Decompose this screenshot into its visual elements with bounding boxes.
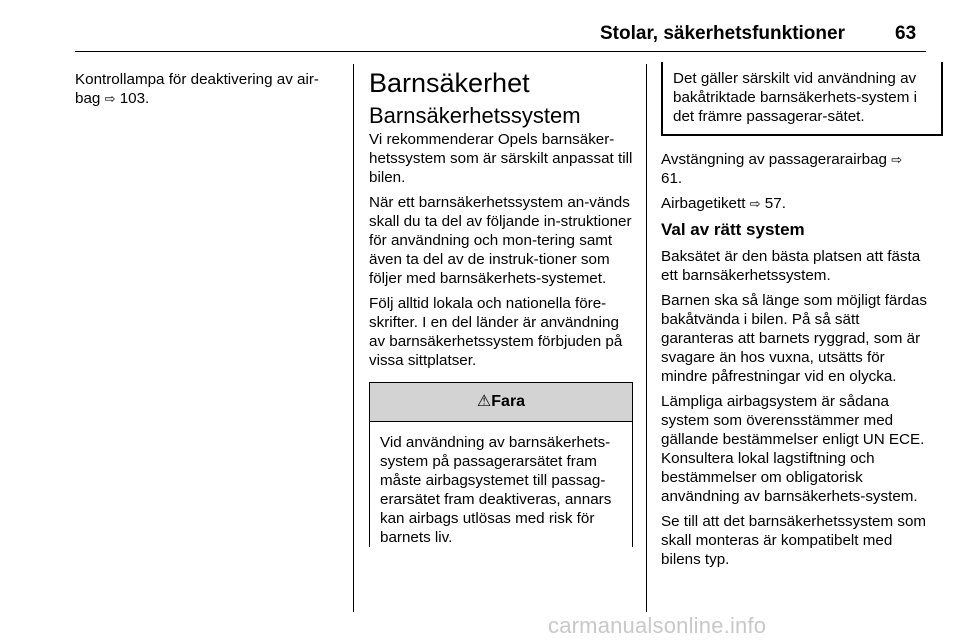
paragraph: När ett barnsäkerhetssystem an-vänds skall du ta del av följande in-struktioner för användning och mon-tering samt även ta del av de instruk-tioner som följer med barnsäkerhets-systemet. (369, 194, 632, 287)
paragraph: Lämpliga airbagsystem är sådana system som överensstämmer med gällande bestämmelser enligt UN ECE. Konsultera lokal lagstiftning och bestämmelser om obligatorisk användning av barnsäkerhets-system. (661, 393, 925, 505)
danger-title: Fara (491, 393, 526, 410)
page-ref-arrow-icon: ⇨ (749, 196, 761, 211)
danger-box (369, 382, 633, 547)
warning-triangle-icon: ⚠ (476, 393, 492, 410)
paragraph: Baksätet är den bästa platsen att fästa ett barnsäkerhetssystem. (661, 248, 921, 284)
paragraph: Barnen ska så länge som möjligt färdas bakåtvända i bilen. På så sätt garanteras att barnets ryggrad, som är svagare än hos vuxna, utsätts för mindre påfrestningar vid en olycka. (661, 292, 927, 385)
subsection-heading: Barnsäkerhetssystem (369, 103, 581, 128)
link-page-ref[interactable]: 57. (764, 195, 786, 212)
column-2 (369, 68, 634, 547)
note-box: Det gäller särskilt vid användning av bakåtriktade barnsäkerhets-system i det främre passagerar-sätet. (661, 62, 943, 136)
column-rule-1 (353, 64, 354, 612)
paragraph: Se till att det barnsäkerhetssystem som skall monteras är kompatibelt med bilens typ. (661, 513, 927, 568)
subsection-heading: Val av rätt system (661, 220, 805, 239)
page-number: 63 (895, 23, 917, 44)
column-1 (75, 70, 343, 114)
link-page-ref[interactable]: 103. (119, 90, 150, 107)
watermark: carmanualsonline.info (548, 613, 767, 638)
section-heading: Barnsäkerhet (369, 68, 530, 98)
column-3 (661, 64, 927, 575)
paragraph: Airbagetikett ⇨ 57. (661, 195, 786, 212)
paragraph: Avstängning av passagerarairbag ⇨ 61. (661, 151, 903, 187)
paragraph: Vi rekommenderar Opels barnsäker-hetssystem som är särskilt anpassat till bilen. (369, 131, 633, 186)
link-page-ref[interactable]: 61. (661, 170, 683, 187)
danger-header (370, 383, 632, 422)
header-rule (75, 51, 926, 52)
page-header-title: Stolar, säkerhetsfunktioner (600, 23, 845, 44)
page-ref-arrow-icon: ⇨ (891, 152, 903, 167)
paragraph: Kontrollampa för deaktivering av air-bag ⇨ 103. (75, 71, 319, 107)
column-rule-2 (646, 64, 647, 612)
danger-body: Vid användning av barnsäkerhets-system på passagerarsätet fram måste airbagsystemet till passag-erarsätet fram deaktiveras, annars kan airbags utlösas med risk för barnets liv. (380, 434, 612, 546)
paragraph: Följ alltid lokala och nationella före-skrifter. I en del länder är användning av barnsäkerhetssystem förbjuden på vissa sittplatser. (369, 295, 623, 369)
page-ref-arrow-icon: ⇨ (104, 91, 116, 106)
